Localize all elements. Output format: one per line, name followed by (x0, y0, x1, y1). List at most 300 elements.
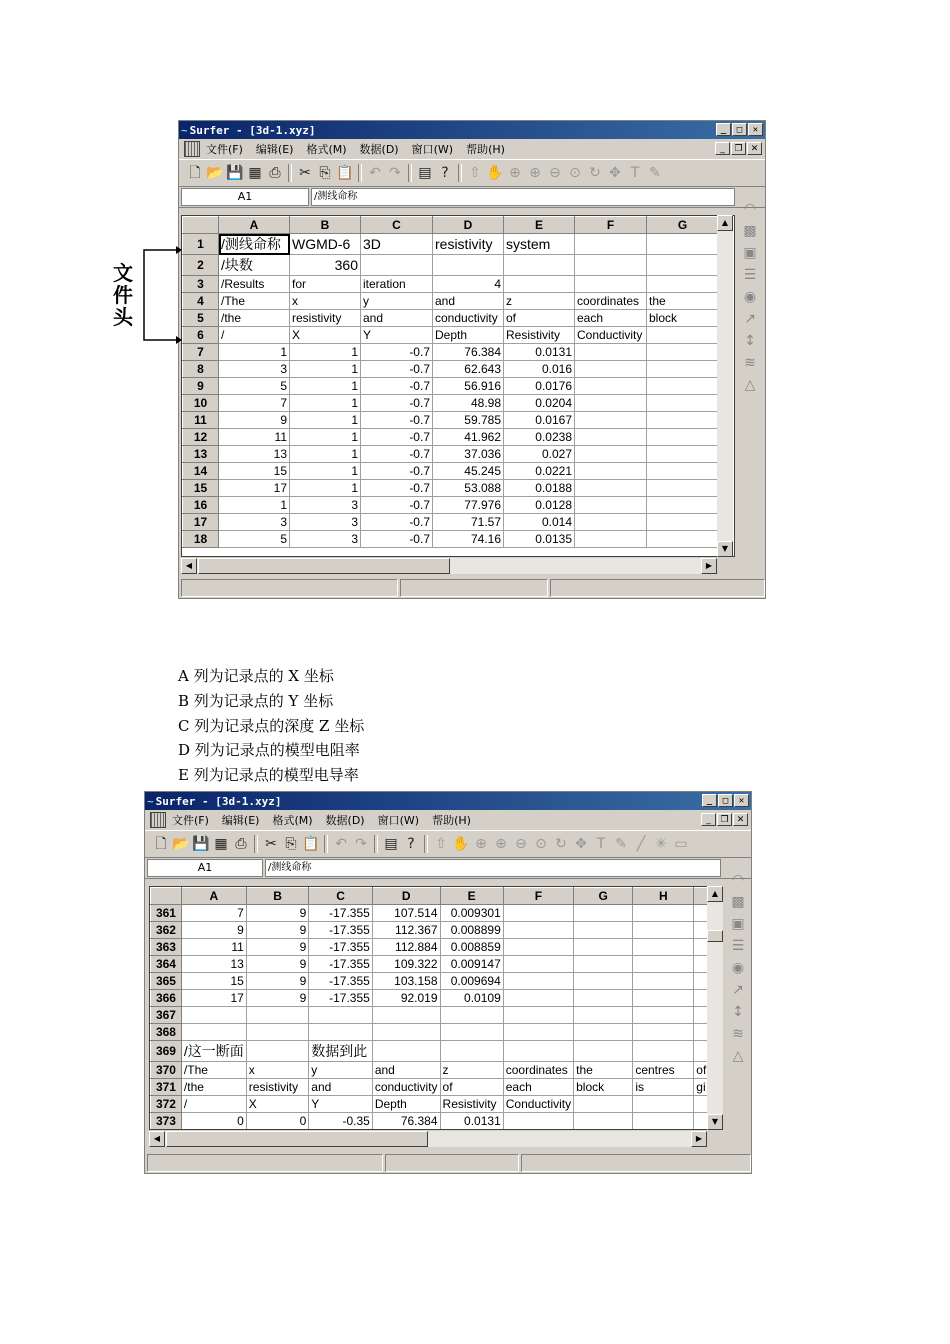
triangle-icon[interactable]: △ (732, 1048, 744, 1064)
triangle-icon[interactable]: △ (744, 377, 756, 393)
cell[interactable]: -0.35 (309, 1113, 373, 1130)
column-header[interactable]: C (309, 888, 373, 905)
cell[interactable] (575, 234, 647, 255)
doc-restore-button[interactable]: ❐ (717, 813, 732, 826)
menu-format[interactable]: 格式(M) (306, 143, 347, 156)
surface-icon[interactable]: ◉ (731, 960, 745, 976)
post-map-icon[interactable]: ☰ (731, 938, 745, 954)
cell[interactable]: 112.884 (372, 939, 440, 956)
cell[interactable] (575, 497, 647, 514)
row-header[interactable]: 372 (151, 1096, 182, 1113)
cell[interactable]: 9 (246, 956, 309, 973)
cell-reference-box[interactable]: A1 (181, 188, 309, 206)
row-header[interactable]: 364 (151, 956, 182, 973)
cell[interactable]: system (504, 234, 575, 255)
cell[interactable] (504, 255, 575, 276)
symbol-tool-icon[interactable]: ✳ (655, 836, 667, 852)
minimize-button[interactable]: _ (716, 123, 731, 136)
text-tool-icon[interactable]: T (630, 165, 640, 181)
column-header[interactable]: D (433, 217, 504, 234)
cell[interactable]: conductivity (372, 1079, 440, 1096)
menu-help[interactable]: 帮助(H) (466, 143, 505, 156)
column-header[interactable]: D (372, 888, 440, 905)
cell[interactable]: /这一断面 (181, 1041, 246, 1062)
cell[interactable]: /块数 (219, 255, 290, 276)
cell[interactable] (647, 361, 719, 378)
corner-cell[interactable] (183, 217, 219, 234)
row-header[interactable]: 369 (151, 1041, 182, 1062)
cell[interactable] (633, 990, 694, 1007)
cell[interactable]: -0.7 (361, 429, 433, 446)
cell[interactable]: 109.322 (372, 956, 440, 973)
column-header[interactable]: B (246, 888, 309, 905)
cell[interactable] (575, 361, 647, 378)
cell[interactable]: Y (309, 1096, 373, 1113)
cell[interactable] (575, 412, 647, 429)
cell[interactable] (633, 1113, 694, 1130)
scroll-right-button[interactable]: ▶ (701, 558, 717, 574)
row-header[interactable]: 4 (183, 293, 219, 310)
cell[interactable]: 7 (219, 395, 290, 412)
worksheet-tool-icon[interactable]: ▦ (248, 165, 262, 181)
cell[interactable]: X (246, 1096, 309, 1113)
cell[interactable] (633, 905, 694, 922)
cell[interactable] (575, 480, 647, 497)
cell[interactable] (633, 939, 694, 956)
cell[interactable]: 0.0131 (504, 344, 575, 361)
cell[interactable]: conductivity (433, 310, 504, 327)
cell[interactable]: Resistivity (440, 1096, 503, 1113)
cell[interactable]: block (647, 310, 719, 327)
doc-restore-button[interactable]: ❐ (731, 142, 746, 155)
cell[interactable]: 3 (219, 514, 290, 531)
cell[interactable]: resistivity (246, 1079, 309, 1096)
horizontal-scroll-thumb[interactable] (198, 558, 450, 574)
cell[interactable] (647, 344, 719, 361)
worksheet-tool-icon[interactable]: ▦ (214, 836, 228, 852)
cell[interactable]: 0.009147 (440, 956, 503, 973)
cell[interactable]: 1 (290, 463, 361, 480)
open-icon[interactable]: 📂 (206, 165, 224, 181)
cell[interactable]: 77.976 (433, 497, 504, 514)
cell[interactable]: y (309, 1062, 373, 1079)
doc-close-button[interactable]: ✕ (747, 142, 762, 155)
cell[interactable] (309, 1007, 373, 1024)
cell[interactable]: -17.355 (309, 990, 373, 1007)
cell[interactable]: Depth (372, 1096, 440, 1113)
undo-icon[interactable]: ↶ (369, 165, 381, 181)
cell[interactable]: 76.384 (433, 344, 504, 361)
zoom-rect-icon[interactable]: ⊕ (509, 165, 521, 181)
row-header[interactable]: 362 (151, 922, 182, 939)
scroll-left-button[interactable]: ◀ (181, 558, 197, 574)
print-icon[interactable]: ⎙ (235, 836, 247, 852)
vertical-scroll-thumb[interactable] (707, 930, 723, 942)
row-header[interactable]: 15 (183, 480, 219, 497)
cell[interactable]: 1 (290, 361, 361, 378)
cell[interactable] (574, 956, 633, 973)
help-pointer-icon[interactable]: ? (407, 836, 415, 852)
vector-icon[interactable]: ↗ (744, 311, 756, 327)
contour-icon[interactable]: ▩ (743, 223, 757, 239)
row-header[interactable]: 12 (183, 429, 219, 446)
menu-edit[interactable]: 编辑(E) (221, 814, 260, 827)
column-header[interactable]: H (633, 888, 694, 905)
cell[interactable]: 76.384 (372, 1113, 440, 1130)
cell[interactable] (633, 1041, 694, 1062)
row-header[interactable]: 373 (151, 1113, 182, 1130)
row-header[interactable]: 365 (151, 973, 182, 990)
row-header[interactable]: 7 (183, 344, 219, 361)
cell[interactable] (574, 939, 633, 956)
row-header[interactable]: 5 (183, 310, 219, 327)
cell[interactable]: /the (181, 1079, 246, 1096)
rotate-icon[interactable]: ↻ (589, 165, 601, 181)
cell[interactable]: -0.7 (361, 378, 433, 395)
polygon-tool-icon[interactable]: ✎ (649, 165, 661, 181)
cell[interactable]: 5 (219, 531, 290, 548)
cell[interactable]: /The (181, 1062, 246, 1079)
map-icon[interactable]: ◠ (743, 201, 757, 217)
cell[interactable]: 9 (246, 990, 309, 1007)
cell[interactable] (503, 1041, 573, 1062)
surface-icon[interactable]: ◉ (743, 289, 757, 305)
cell[interactable] (647, 514, 719, 531)
cell[interactable]: 1 (290, 344, 361, 361)
object-manager-icon[interactable]: ▤ (418, 165, 432, 181)
row-header[interactable]: 8 (183, 361, 219, 378)
cell[interactable]: X (290, 327, 361, 344)
cell[interactable]: 0.016 (504, 361, 575, 378)
vertical-scrollbar[interactable] (717, 215, 733, 557)
cell-reference-box[interactable]: A1 (147, 859, 263, 877)
cell[interactable]: 107.514 (372, 905, 440, 922)
cell[interactable]: -17.355 (309, 905, 373, 922)
row-header[interactable]: 363 (151, 939, 182, 956)
cell[interactable]: and (433, 293, 504, 310)
cell[interactable] (361, 255, 433, 276)
cell[interactable]: -17.355 (309, 922, 373, 939)
cell[interactable] (647, 497, 719, 514)
cell[interactable] (647, 378, 719, 395)
cell[interactable]: 0 (246, 1113, 309, 1130)
cell[interactable]: x (290, 293, 361, 310)
row-header[interactable]: 361 (151, 905, 182, 922)
cell[interactable]: z (440, 1062, 503, 1079)
cell[interactable] (574, 1113, 633, 1130)
cell[interactable]: 1 (290, 446, 361, 463)
axis-icon[interactable]: ↕ (744, 333, 756, 349)
cell[interactable]: 0.0221 (504, 463, 575, 480)
row-header[interactable]: 10 (183, 395, 219, 412)
cell[interactable]: and (361, 310, 433, 327)
column-header[interactable]: C (361, 217, 433, 234)
minimize-button[interactable]: _ (702, 794, 717, 807)
copy-icon[interactable]: ⎘ (319, 165, 331, 181)
pan-hand-icon[interactable]: ✋ (452, 836, 470, 852)
cell[interactable]: 9 (246, 905, 309, 922)
cell[interactable]: 17 (181, 990, 246, 1007)
row-header[interactable]: 9 (183, 378, 219, 395)
worksheet-icon[interactable] (150, 812, 166, 828)
row-header[interactable]: 6 (183, 327, 219, 344)
cell[interactable]: and (372, 1062, 440, 1079)
column-header[interactable]: F (503, 888, 573, 905)
maximize-button[interactable]: □ (732, 123, 747, 136)
cell[interactable] (503, 990, 573, 1007)
rectangle-tool-icon[interactable]: ▭ (674, 836, 688, 852)
cell[interactable]: and (309, 1079, 373, 1096)
copy-icon[interactable]: ⎘ (285, 836, 297, 852)
cell[interactable]: of (440, 1079, 503, 1096)
cell[interactable] (440, 1041, 503, 1062)
column-header[interactable]: G (647, 217, 719, 234)
cell[interactable]: x (246, 1062, 309, 1079)
zoom-rect-icon[interactable]: ⊕ (475, 836, 487, 852)
cell[interactable]: /The (219, 293, 290, 310)
cut-icon[interactable]: ✂ (265, 836, 277, 852)
horizontal-scrollbar[interactable] (181, 558, 717, 574)
pan-hand-icon[interactable]: ✋ (486, 165, 504, 181)
cell[interactable]: 9 (181, 922, 246, 939)
cell[interactable]: z (504, 293, 575, 310)
horizontal-scrollbar[interactable] (149, 1131, 707, 1147)
cell[interactable]: 0.0238 (504, 429, 575, 446)
image-map-icon[interactable]: ▣ (731, 916, 745, 932)
cell[interactable] (633, 1007, 694, 1024)
worksheet-grid[interactable] (149, 886, 723, 1130)
cell[interactable] (575, 276, 647, 293)
cell[interactable] (440, 1007, 503, 1024)
cell[interactable] (633, 1096, 694, 1113)
cell[interactable] (647, 480, 719, 497)
cell[interactable]: 41.962 (433, 429, 504, 446)
column-header[interactable]: E (440, 888, 503, 905)
cell[interactable]: / (219, 327, 290, 344)
row-header[interactable]: 13 (183, 446, 219, 463)
row-header[interactable]: 18 (183, 531, 219, 548)
cell[interactable]: -0.7 (361, 514, 433, 531)
image-map-icon[interactable]: ▣ (743, 245, 757, 261)
cell[interactable] (647, 395, 719, 412)
zoom-in-icon[interactable]: ⊕ (495, 836, 507, 852)
cell[interactable] (575, 446, 647, 463)
cell[interactable]: -17.355 (309, 973, 373, 990)
zoom-out-icon[interactable]: ⊖ (515, 836, 527, 852)
cell[interactable]: 1 (290, 412, 361, 429)
help-pointer-icon[interactable]: ? (441, 165, 449, 181)
cell[interactable]: -0.7 (361, 446, 433, 463)
cell[interactable] (575, 463, 647, 480)
paste-icon[interactable]: 📋 (336, 165, 354, 181)
cell[interactable]: 37.036 (433, 446, 504, 463)
cell[interactable] (372, 1007, 440, 1024)
cell[interactable]: -0.7 (361, 480, 433, 497)
cell[interactable]: 4 (433, 276, 504, 293)
cell[interactable]: centres (633, 1062, 694, 1079)
cell[interactable]: 1 (290, 378, 361, 395)
menu-window[interactable]: 窗口(W) (377, 814, 420, 827)
row-header[interactable]: 11 (183, 412, 219, 429)
cell[interactable]: 1 (290, 429, 361, 446)
cell[interactable]: 3 (290, 531, 361, 548)
cell[interactable]: y (361, 293, 433, 310)
scroll-up-button[interactable]: ▲ (717, 215, 733, 231)
cell[interactable] (575, 344, 647, 361)
cell[interactable]: 0.0188 (504, 480, 575, 497)
cell[interactable]: 3D (361, 234, 433, 255)
row-header[interactable]: 2 (183, 255, 219, 276)
row-header[interactable]: 371 (151, 1079, 182, 1096)
cell[interactable] (181, 1024, 246, 1041)
print-icon[interactable]: ⎙ (269, 165, 281, 181)
cell[interactable]: the (574, 1062, 633, 1079)
cell[interactable] (574, 973, 633, 990)
cell[interactable]: 0.008899 (440, 922, 503, 939)
cell[interactable] (575, 255, 647, 276)
menu-file[interactable]: 文件(F) (206, 143, 243, 156)
redo-icon[interactable]: ↷ (355, 836, 367, 852)
cell[interactable]: the (647, 293, 719, 310)
row-header[interactable]: 366 (151, 990, 182, 1007)
rotate-icon[interactable]: ↻ (555, 836, 567, 852)
menu-data[interactable]: 数据(D) (359, 143, 399, 156)
cell[interactable] (503, 939, 573, 956)
zoom-out-icon[interactable]: ⊖ (549, 165, 561, 181)
cell[interactable]: Resistivity (504, 327, 575, 344)
cell[interactable]: 0.0135 (504, 531, 575, 548)
cell[interactable] (574, 922, 633, 939)
cell[interactable]: /Results (219, 276, 290, 293)
cell[interactable]: 0.027 (504, 446, 575, 463)
cell[interactable] (503, 956, 573, 973)
cell[interactable]: coordinates (503, 1062, 573, 1079)
polyline-tool-icon[interactable]: ╱ (636, 836, 646, 852)
polygon-tool-icon[interactable]: ✎ (615, 836, 627, 852)
cell[interactable]: 13 (181, 956, 246, 973)
cell[interactable]: 103.158 (372, 973, 440, 990)
cell[interactable] (574, 1024, 633, 1041)
cut-icon[interactable]: ✂ (299, 165, 311, 181)
doc-minimize-button[interactable]: _ (715, 142, 730, 155)
cell[interactable] (575, 514, 647, 531)
cell[interactable]: gi (694, 1079, 722, 1096)
worksheet-icon[interactable] (184, 141, 200, 157)
save-icon[interactable]: 💾 (192, 836, 210, 852)
axis-icon[interactable]: ↕ (732, 1004, 744, 1020)
cell[interactable]: -0.7 (361, 497, 433, 514)
cell[interactable] (575, 395, 647, 412)
trackball-icon[interactable]: ✥ (609, 165, 621, 181)
cell[interactable]: for (290, 276, 361, 293)
cell[interactable] (246, 1041, 309, 1062)
object-manager-icon[interactable]: ▤ (384, 836, 398, 852)
cell[interactable]: -0.7 (361, 361, 433, 378)
cell[interactable]: 0.0167 (504, 412, 575, 429)
cell[interactable] (181, 1007, 246, 1024)
cell[interactable]: 0 (181, 1113, 246, 1130)
cell[interactable]: Conductivity (503, 1096, 573, 1113)
text-tool-icon[interactable]: T (596, 836, 606, 852)
cell[interactable] (575, 429, 647, 446)
cell[interactable]: 360 (290, 255, 361, 276)
cell[interactable]: resistivity (433, 234, 504, 255)
cell[interactable]: Y (361, 327, 433, 344)
doc-minimize-button[interactable]: _ (701, 813, 716, 826)
wireframe-icon[interactable]: ≋ (744, 355, 756, 371)
cell[interactable] (647, 531, 719, 548)
cell[interactable] (503, 922, 573, 939)
cell[interactable] (647, 446, 719, 463)
scroll-left-button[interactable]: ◀ (149, 1131, 165, 1147)
cell[interactable]: 45.245 (433, 463, 504, 480)
column-header[interactable]: B (290, 217, 361, 234)
cell[interactable]: 0.008859 (440, 939, 503, 956)
trackball-icon[interactable]: ✥ (575, 836, 587, 852)
cell[interactable]: 48.98 (433, 395, 504, 412)
close-button[interactable]: ✕ (748, 123, 763, 136)
cell[interactable]: each (575, 310, 647, 327)
cell[interactable] (433, 255, 504, 276)
cell[interactable]: /the (219, 310, 290, 327)
cell[interactable]: 5 (219, 378, 290, 395)
cell[interactable]: 0.009694 (440, 973, 503, 990)
cell[interactable] (647, 412, 719, 429)
cell[interactable] (246, 1007, 309, 1024)
column-header[interactable]: F (575, 217, 647, 234)
cell[interactable] (503, 1007, 573, 1024)
cell[interactable]: 62.643 (433, 361, 504, 378)
cell[interactable]: 0.0176 (504, 378, 575, 395)
cell[interactable]: WGMD-6 (290, 234, 361, 255)
scroll-down-button[interactable]: ▼ (707, 1114, 723, 1130)
cell[interactable] (633, 922, 694, 939)
cell[interactable] (503, 973, 573, 990)
cell[interactable]: 13 (219, 446, 290, 463)
cell[interactable]: 1 (290, 480, 361, 497)
row-header[interactable]: 3 (183, 276, 219, 293)
cell[interactable]: -0.7 (361, 463, 433, 480)
cell[interactable]: 1 (290, 395, 361, 412)
column-header[interactable]: E (504, 217, 575, 234)
cell[interactable] (503, 905, 573, 922)
row-header[interactable]: 367 (151, 1007, 182, 1024)
cell[interactable]: 0.0204 (504, 395, 575, 412)
cell[interactable] (440, 1024, 503, 1041)
cell[interactable]: 0.0109 (440, 990, 503, 1007)
new-icon[interactable]: 🗋 (189, 165, 201, 181)
cell[interactable]: iteration (361, 276, 433, 293)
menu-file[interactable]: 文件(F) (172, 814, 209, 827)
cell[interactable] (647, 327, 719, 344)
cell[interactable]: 59.785 (433, 412, 504, 429)
cell[interactable] (633, 973, 694, 990)
redo-icon[interactable]: ↷ (389, 165, 401, 181)
menu-data[interactable]: 数据(D) (325, 814, 365, 827)
cell[interactable]: -0.7 (361, 531, 433, 548)
cell[interactable] (246, 1024, 309, 1041)
cell[interactable]: 17 (219, 480, 290, 497)
close-button[interactable]: ✕ (734, 794, 749, 807)
cell[interactable]: 3 (290, 497, 361, 514)
save-icon[interactable]: 💾 (226, 165, 244, 181)
menu-window[interactable]: 窗口(W) (411, 143, 454, 156)
cell[interactable] (575, 531, 647, 548)
menu-edit[interactable]: 编辑(E) (255, 143, 294, 156)
scroll-right-button[interactable]: ▶ (691, 1131, 707, 1147)
cell[interactable]: is (633, 1079, 694, 1096)
cell[interactable] (309, 1024, 373, 1041)
